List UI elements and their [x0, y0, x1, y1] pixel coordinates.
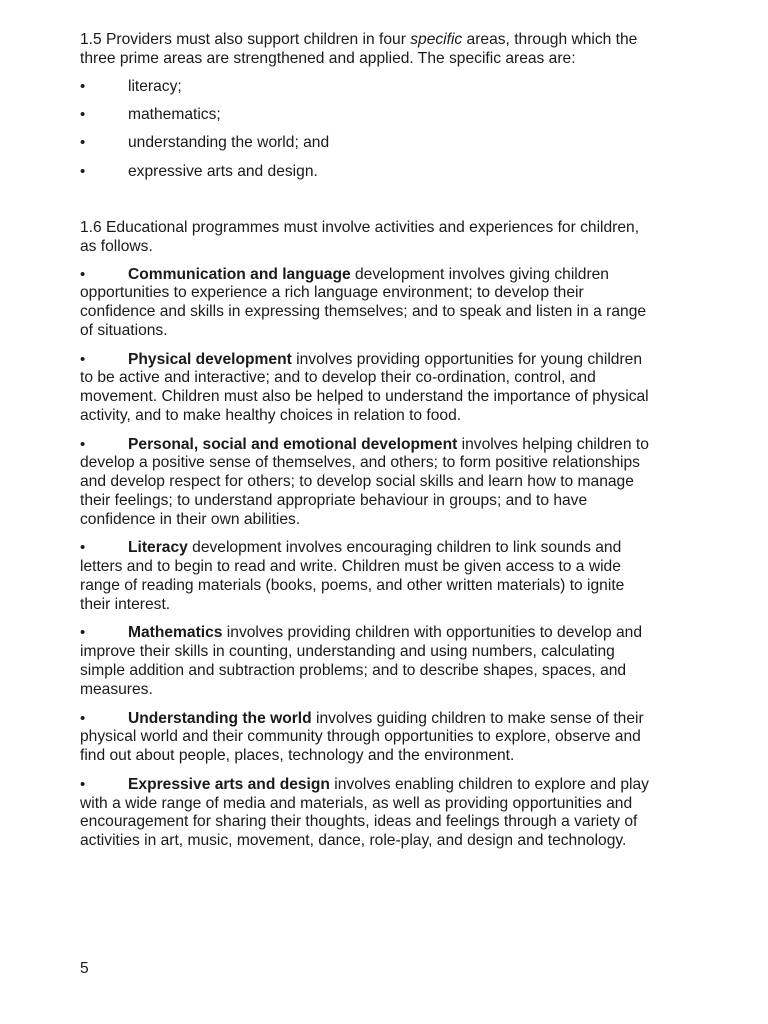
area-title: Literacy — [128, 539, 188, 557]
bullet-icon — [80, 163, 128, 182]
area-description: involves providing opportunities for young children to be active and interactive; and to develop their co-ordination, control, and movement. Children must also be helped to understand the importance of physical activity, and to make healthy choices in relation to food. — [80, 350, 649, 425]
section-1-6-intro: 1.6 Educational programmes must involve activities and experiences for children, as follows. — [80, 218, 640, 255]
bullet-icon — [80, 539, 128, 558]
section-1-5-intro: 1.5 Providers must also support children in four specific areas, through which the three prime areas are strengthened and applied. The specific areas are: — [80, 31, 638, 67]
bullet-icon — [80, 436, 128, 455]
list-item: • mathematics; — [80, 106, 650, 125]
document-page — [80, 31, 650, 861]
section-number: 1.6 — [80, 218, 102, 236]
bullet-icon — [80, 78, 128, 97]
page-number: 5 — [80, 960, 89, 977]
area-title: Expressive arts and design — [128, 775, 330, 793]
area-title: Personal, social and emotional development — [128, 435, 458, 453]
specific-areas-list — [80, 78, 650, 182]
area-title: Communication and language — [128, 265, 351, 283]
area-title: Understanding the world — [128, 709, 312, 727]
area-title: Physical development — [128, 350, 292, 368]
area-description: development involves encouraging children to link sounds and letters and to begin to read and write. Children must be given access to a wide range of reading materials (books, poems, and other written materials) to ignite their interest. — [80, 539, 625, 614]
list-item — [80, 266, 650, 342]
emphasis-specific: specific — [410, 31, 463, 48]
bullet-icon — [80, 624, 128, 643]
list-item — [80, 436, 650, 531]
bullet-icon — [80, 710, 128, 729]
section-number: 1.5 — [80, 31, 102, 48]
bullet-icon — [80, 134, 128, 153]
list-item: • expressive arts and design. — [80, 163, 650, 182]
area-title: Mathematics — [128, 624, 223, 642]
list-item — [80, 539, 650, 615]
bullet-icon — [80, 266, 128, 285]
bullet-icon — [80, 106, 128, 125]
list-item: • understanding the world; and — [80, 134, 650, 153]
list-item — [80, 776, 650, 852]
educational-programmes-list — [80, 266, 650, 852]
list-item — [80, 351, 650, 427]
area-description: involves helping children to develop a positive sense of themselves, and others; to form positive relationships and develop respect for others; to develop social skills and learn how to manage their feelings; to understand appropriate behaviour in groups; and to have confidence in their own abilities. — [80, 435, 649, 529]
list-item: • literacy; — [80, 78, 650, 97]
list-item — [80, 710, 650, 767]
area-description: involves providing children with opportunities to develop and improve their skills in counting, understanding and using numbers, calculating simple addition and subtraction problems; and to describe shapes, spaces, and measures. — [80, 624, 643, 699]
area-description: involves guiding children to make sense of their physical world and their community through opportunities to explore, observe and find out about people, places, technology and the environment. — [80, 709, 644, 765]
bullet-icon — [80, 351, 128, 370]
area-description: involves enabling children to explore and play with a wide range of media and materials, as well as providing opportunities and encouragement for sharing their thoughts, ideas and feelings through a variety of activities in art, music, movement, dance, role-play, and design and technology. — [80, 775, 649, 850]
area-description: development involves giving children opportunities to experience a rich language environment; to develop their confidence and skills in expressing themselves; and to speak and listen in a range of situations. — [80, 265, 647, 340]
list-item — [80, 624, 650, 700]
bullet-icon — [80, 776, 128, 795]
